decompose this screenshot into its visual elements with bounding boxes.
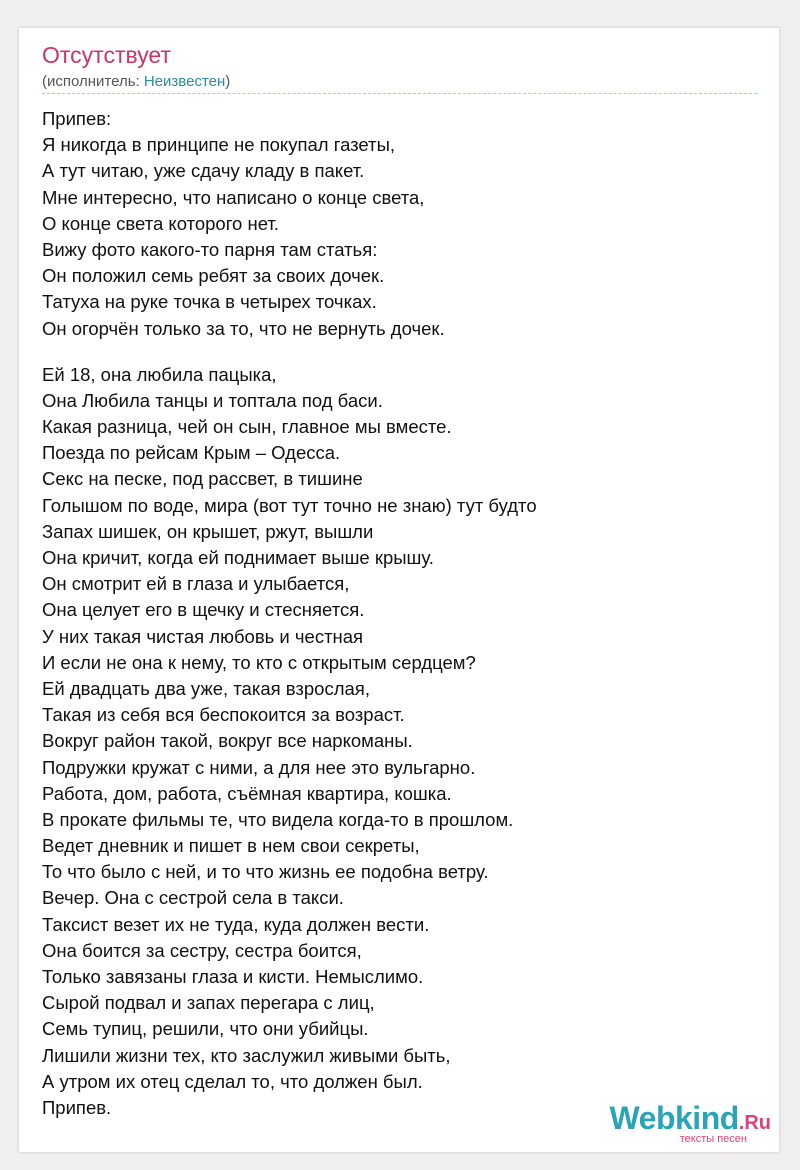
lyric-line: Ведет дневник и пишет в нем свои секреты, (42, 835, 420, 857)
artist-prefix: (исполнитель: (42, 73, 144, 90)
lyric-line: Таксист везет их не туда, куда должен вести. (42, 913, 430, 935)
lyric-line: Голышом по воде, мира (вот тут точно не знаю) тут будто (42, 494, 537, 516)
artist-link[interactable]: Неизвестен (143, 73, 226, 90)
lyric-line: Она Любила танцы и топтала под баси. (42, 389, 383, 411)
lyric-line: У них такая чистая любовь и честная (42, 625, 364, 647)
lyric-line: Татуха на руке точка в четырех точках. (42, 291, 377, 313)
lyric-line: Припев: (42, 108, 112, 129)
lyric-line: Ей двадцать два уже, такая взрослая, (42, 677, 370, 699)
lyric-line: Он положил семь ребят за своих дочек. (42, 265, 385, 287)
lyric-line: Он смотрит ей в глаза и улыбается, (42, 573, 350, 595)
lyric-line: Секс на песке, под рассвет, в тишине (42, 468, 363, 490)
lyrics-page (19, 28, 779, 1152)
lyric-line: Лишили жизни тех, кто заслужил живыми быть, (42, 1044, 451, 1066)
lyric-line: Работа, дом, работа, съёмная квартира, кошка. (42, 782, 452, 804)
song-title: Отсутствует (42, 42, 171, 68)
lyric-line: Припев. (42, 1096, 112, 1118)
lyric-line: Я никогда в принципе не покупал газеты, (42, 134, 396, 156)
stanza-break (42, 342, 762, 362)
lyric-line: Такая из себя вся беспокоится за возраст. (42, 704, 405, 726)
site-logo[interactable] (575, 1100, 771, 1148)
lyric-line: Она боится за сестру, сестра боится, (42, 939, 362, 961)
lyric-line: Вокруг район такой, вокруг все наркоманы. (42, 730, 413, 752)
lyric-line: Он огорчён только за то, что не вернуть дочек. (42, 317, 445, 339)
lyric-line: И если не она к нему, то кто с открытым сердцем? (42, 651, 476, 673)
artist-suffix: ) (225, 73, 231, 90)
lyric-line: Она целует его в щечку и стесняется. (42, 599, 365, 621)
lyric-line: Вижу фото какого-то парня там статья: (42, 238, 378, 260)
lyric-line: Какая разница, чей он сын, главное мы вместе. (42, 416, 452, 438)
logo-domain: .Ru (738, 1112, 771, 1134)
lyric-line: Ей 18, она любила пацыка, (42, 363, 277, 385)
lyric-line: Запах шишек, он крышет, ржут, вышли (42, 520, 374, 542)
lyric-line: То что было с ней, и то что жизнь ее подобна ветру. (42, 861, 489, 883)
lyric-line: Поезда по рейсам Крым – Одесса. (42, 442, 341, 464)
lyric-line: Вечер. Она с сестрой села в такси. (42, 887, 344, 909)
lyric-line: Сырой подвал и запах перегара с лиц, (42, 992, 375, 1014)
lyric-line: А утром их отец сделал то, что должен был. (42, 1070, 423, 1092)
lyric-line: Подружки кружат с ними, а для нее это вульгарно. (42, 756, 476, 778)
lyric-line: О конце света которого нет. (42, 212, 279, 234)
logo-tagline: тексты песен (679, 1133, 747, 1145)
lyric-line: Мне интересно, что написано о конце света, (42, 186, 425, 208)
lyric-line: Семь тупиц, решили, что они убийцы. (42, 1018, 369, 1040)
lyric-line: Она кричит, когда ей поднимает выше крышу. (42, 547, 434, 568)
artist-line (42, 72, 230, 92)
title-divider (42, 93, 757, 94)
lyric-line: Только завязаны глаза и кисти. Немыслимо. (42, 966, 424, 987)
lyric-line: А тут читаю, уже сдачу кладу в пакет. (42, 160, 365, 182)
lyric-line: В прокате фильмы те, что видела когда-то в прошлом. (42, 808, 514, 830)
lyrics-text (42, 106, 762, 1121)
logo-name: Webkind (609, 1100, 739, 1136)
